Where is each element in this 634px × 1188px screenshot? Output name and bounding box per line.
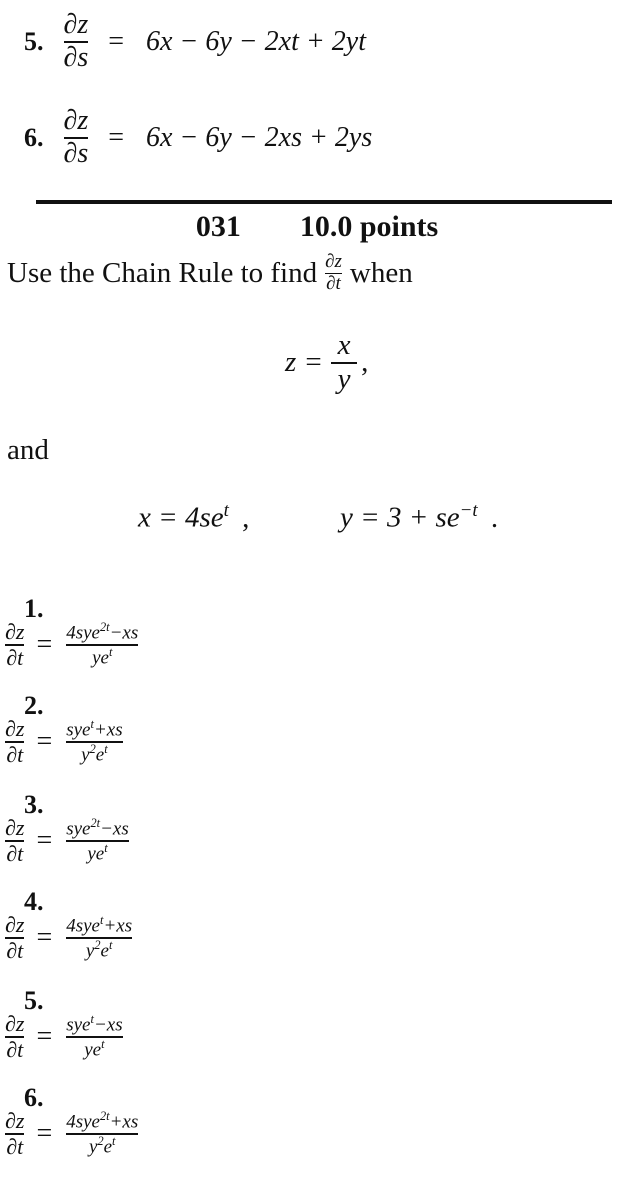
question-header xyxy=(0,210,634,244)
choice-expression: 6x − 6y − 2xt + 2yt xyxy=(146,25,366,57)
question-points: 10.0 points xyxy=(299,210,439,243)
answer-fraction xyxy=(66,914,132,962)
y-definition: $y = 3 + se^{-t}$ . xyxy=(340,500,499,534)
partial-derivative: $\frac{\partial z}{\partial s}$ xyxy=(63,105,89,169)
answer-denominator: $y^2e^t$ xyxy=(81,741,108,766)
partial-derivative: $\frac{\partial z}{\partial t}$ xyxy=(5,619,25,670)
answer-numerator: sye$^t$−xs xyxy=(66,1011,123,1036)
partial-derivative: $\frac{\partial z}{\partial t}$ xyxy=(5,912,25,963)
question-stem: Use the Chain Rule to find $\frac{\partial z}{\partial t}$ when xyxy=(7,251,413,295)
partial-derivative: $\frac{\partial z}{\partial t}$ xyxy=(5,815,25,866)
answer-choice-4-number[interactable]: 4. xyxy=(24,887,44,916)
partial-derivative: $\frac{\partial z}{\partial t}$ xyxy=(5,1011,25,1062)
answer-denominator: $y^2e^t$ xyxy=(85,937,113,962)
answer-numerator: sye$^t$+xs xyxy=(66,716,123,741)
x-definition: $x = 4se^t$ , xyxy=(138,500,250,534)
prev-choice-6: 6. $\frac{\partial z}{\partial s}$ = 6x − 6y − 2xs + 2ys xyxy=(24,105,373,169)
answer-denominator: $ye^t$ xyxy=(92,644,113,669)
question-divider xyxy=(36,200,612,204)
answer-numerator: 4sye$^{2t}$+xs xyxy=(66,1108,139,1133)
partial-derivative: $\frac{\partial z}{\partial t}$ xyxy=(5,716,25,767)
answer-numerator: 4sye$^t$+xs xyxy=(66,912,133,937)
and-text: and xyxy=(7,434,49,466)
answer-numerator: sye$^{2t}$−xs xyxy=(66,815,129,840)
answer-choice-2-number[interactable]: 2. xyxy=(24,691,44,720)
partial-derivative: $\frac{\partial z}{\partial t}$ xyxy=(325,251,342,295)
answer-choice-6[interactable]: $\frac{\partial z}{\partial t}$ = $\frac{4sye^{2t}+xs}{y^2e^t}$ xyxy=(5,1108,139,1159)
answer-denominator: $y^2e^t$ xyxy=(89,1133,116,1158)
answer-choice-1-number[interactable]: 1. xyxy=(24,594,44,623)
answer-fraction xyxy=(66,1013,122,1061)
answer-fraction xyxy=(66,621,138,669)
prev-choice-5: 5. $\frac{\partial z}{\partial s}$ = 6x − 6y − 2xt + 2yt xyxy=(24,9,366,73)
question-number: 031 xyxy=(195,210,241,243)
z-definition: z = $\frac{x}{y}$ , xyxy=(285,329,369,395)
answer-numerator: 4sye$^{2t}$−xs xyxy=(66,619,139,644)
answer-denominator: $ye^t$ xyxy=(84,1036,105,1061)
answer-choice-5-number[interactable]: 5. xyxy=(24,986,44,1015)
z-fraction: $\frac{x}{y}$ xyxy=(331,330,357,396)
choice-expression: 6x − 6y − 2xs + 2ys xyxy=(146,121,373,153)
answer-choice-5[interactable]: $\frac{\partial z}{\partial t}$ = $\frac{sye^t-xs}{ye^t}$ xyxy=(5,1011,123,1062)
answer-fraction xyxy=(66,817,129,865)
answer-denominator: $ye^t$ xyxy=(87,840,108,865)
answer-choice-6-number[interactable]: 6. xyxy=(24,1083,44,1112)
answer-choice-3-number[interactable]: 3. xyxy=(24,790,44,819)
answer-choice-4[interactable]: $\frac{\partial z}{\partial t}$ = $\frac{4sye^t+xs}{y^2e^t}$ xyxy=(5,912,133,963)
answer-choice-3[interactable]: $\frac{\partial z}{\partial t}$ = $\frac{sye^{2t}-xs}{ye^t}$ xyxy=(5,815,129,866)
answer-choice-1[interactable]: $\frac{\partial z}{\partial t}$ = $\frac{4sye^{2t}-xs}{ye^t}$ xyxy=(5,619,139,670)
partial-derivative: $\frac{\partial z}{\partial s}$ xyxy=(63,9,89,73)
choice-number: 6. xyxy=(24,122,44,152)
answer-fraction xyxy=(66,1110,138,1158)
choice-number: 5. xyxy=(24,26,44,56)
answer-fraction xyxy=(66,718,122,766)
answer-choice-2[interactable]: $\frac{\partial z}{\partial t}$ = $\frac{sye^t+xs}{y^2e^t}$ xyxy=(5,716,123,767)
partial-derivative: $\frac{\partial z}{\partial t}$ xyxy=(5,1108,25,1159)
